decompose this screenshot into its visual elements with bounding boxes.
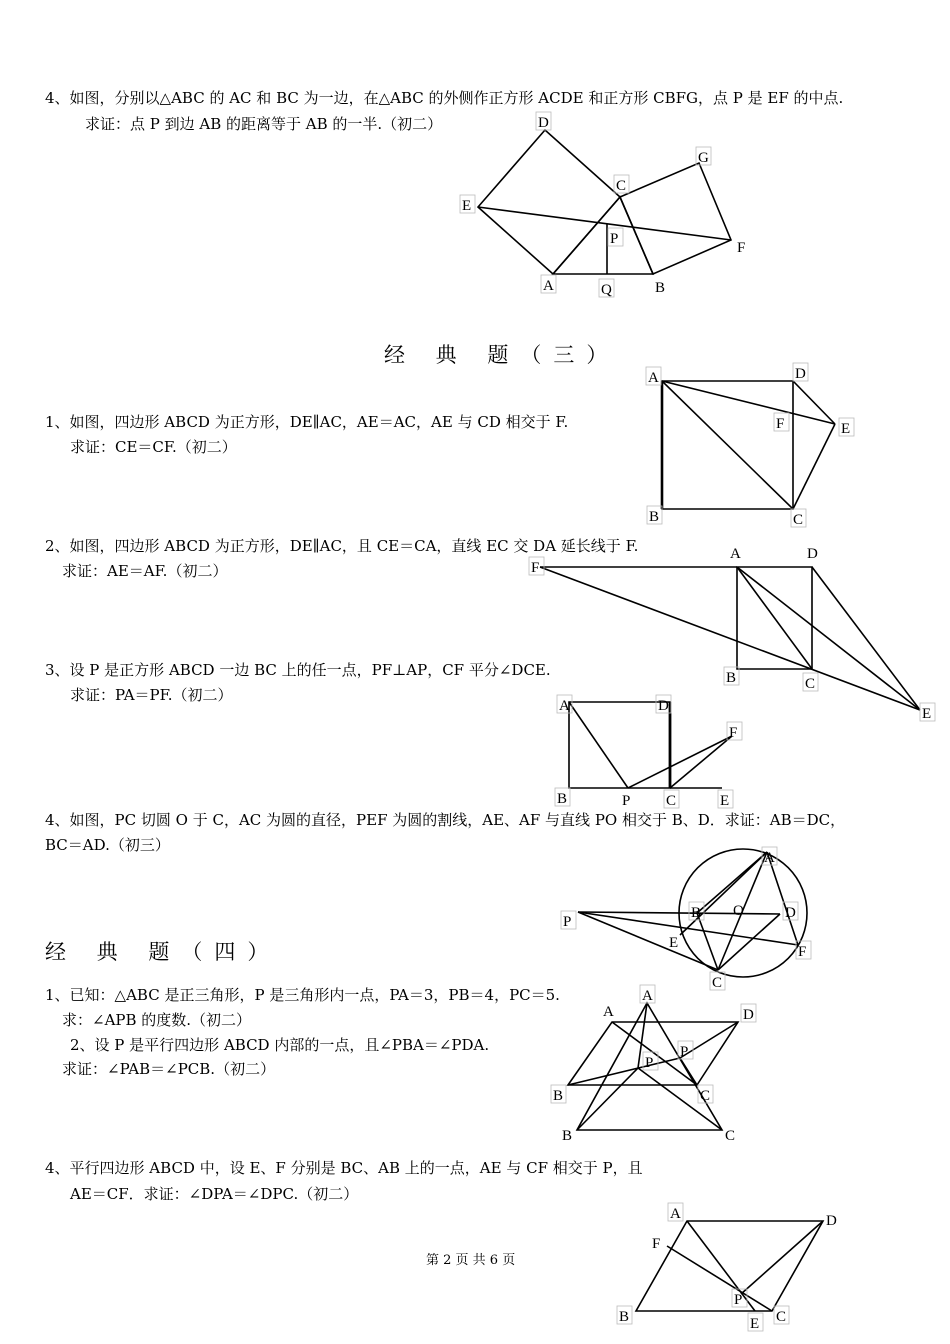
label-d: D bbox=[743, 1007, 754, 1023]
s4-p2-line-1: 2、设 P 是平行四边形 ABCD 内部的一点，且∠PBA＝∠PDA. bbox=[70, 1036, 490, 1054]
label-a: A bbox=[670, 1206, 681, 1222]
label-f: F bbox=[729, 725, 738, 741]
problem-4-line-1: 4、如图，分别以△ABC 的 AC 和 BC 为一边，在△ABC 的外侧作正方形 ACDE 和正方形 CBFG，点 P 是 EF 的中点. bbox=[45, 89, 844, 107]
s3-p4-line-1: 4、如图，PC 切圆 O 于 C，AC 为圆的直径，PEF 为圆的割线，AE、AF 与直线 PO 相交于 B、D．求证：AB＝DC， bbox=[45, 811, 846, 829]
label-d: D bbox=[785, 905, 796, 921]
s4-p1-line-1: 1、已知：△ABC 是正三角形，P 是三角形内一点，PA＝3，PB＝4，PC＝5. bbox=[45, 986, 560, 1004]
section-four-title: 经 典 题（四） bbox=[45, 940, 281, 964]
section-three-title: 经 典 题（三） bbox=[384, 343, 620, 367]
s3-p3-line-1: 3、设 P 是正方形 ABCD 一边 BC 上的任一点，PF⊥AP，CF 平分∠DCE. bbox=[45, 661, 551, 679]
label-a: A bbox=[648, 370, 659, 386]
label-e: E bbox=[750, 1316, 760, 1332]
s3-p2-line-1: 2、如图，四边形 ABCD 为正方形，DE∥AC，且 CE＝CA，直线 EC 交 DA 延长线于 F. bbox=[45, 537, 639, 555]
s4-p4-line-1: 4、平行四边形 ABCD 中，设 E、F 分别是 BC、AB 上的一点，AE 与 CF 相交于 P，且 bbox=[45, 1159, 643, 1177]
parallelogram-abcd bbox=[636, 1221, 823, 1311]
label-a-triangle: A bbox=[642, 988, 653, 1004]
label-a-parallelogram: A bbox=[603, 1004, 614, 1020]
label-c: C bbox=[616, 178, 627, 194]
s3-p2-line-2: 求证：AE＝AF.（初二） bbox=[62, 562, 228, 580]
problem-4-line-2: 求证：点 P 到边 AB 的距离等于 AB 的一半.（初二） bbox=[85, 115, 443, 133]
segment-cf bbox=[667, 1246, 772, 1311]
label-b: B bbox=[691, 905, 702, 921]
label-f: F bbox=[798, 944, 807, 960]
label-a: A bbox=[730, 546, 741, 562]
label-d: D bbox=[807, 546, 818, 562]
label-d: D bbox=[658, 698, 669, 714]
label-b-parallelogram: B bbox=[553, 1088, 564, 1104]
label-c: C bbox=[793, 512, 804, 528]
label-o: O bbox=[733, 903, 744, 919]
label-d: D bbox=[826, 1213, 837, 1229]
label-d: D bbox=[538, 115, 549, 131]
s3-p4-line-2: BC＝AD.（初三） bbox=[45, 836, 170, 854]
s4-p4-line-2: AE＝CF．求证：∠DPA＝∠DPC.（初二） bbox=[70, 1185, 359, 1203]
label-b: B bbox=[726, 670, 737, 686]
label-a: A bbox=[764, 850, 775, 866]
label-e: E bbox=[669, 935, 679, 951]
label-e: E bbox=[922, 706, 932, 722]
label-c: C bbox=[805, 676, 816, 692]
label-g: G bbox=[698, 150, 709, 166]
label-b: B bbox=[649, 509, 660, 525]
label-b-triangle: B bbox=[562, 1128, 573, 1144]
label-d: D bbox=[795, 366, 806, 382]
label-p-triangle: P bbox=[645, 1055, 654, 1071]
s3-p1-line-2: 求证：CE＝CF.（初二） bbox=[70, 438, 237, 456]
label-p-parallelogram: P bbox=[680, 1044, 689, 1060]
label-c-triangle: C bbox=[725, 1128, 736, 1144]
label-a: A bbox=[543, 278, 554, 294]
label-e: E bbox=[462, 198, 472, 214]
label-f: F bbox=[776, 416, 785, 432]
label-f: F bbox=[531, 560, 540, 576]
label-f: F bbox=[737, 240, 746, 256]
label-b: B bbox=[557, 791, 568, 807]
label-a: A bbox=[559, 698, 570, 714]
label-b: B bbox=[619, 1309, 630, 1325]
label-c: C bbox=[776, 1309, 787, 1325]
page-footer: 第 2 页 共 6 页 bbox=[426, 1253, 516, 1268]
label-c-parallelogram: C bbox=[700, 1088, 711, 1104]
label-p: P bbox=[734, 1292, 743, 1308]
label-c: C bbox=[666, 793, 677, 809]
label-f: F bbox=[652, 1236, 661, 1252]
label-e: E bbox=[841, 421, 851, 437]
label-c: C bbox=[712, 975, 723, 991]
label-p: P bbox=[610, 231, 619, 247]
label-b: B bbox=[655, 280, 666, 296]
label-q: Q bbox=[601, 282, 612, 298]
segment-dp bbox=[741, 1221, 823, 1294]
figure-7-labels bbox=[617, 1203, 837, 1332]
s4-p2-line-2: 求证：∠PAB＝∠PCB.（初二） bbox=[62, 1060, 276, 1078]
s4-p1-line-2: 求：∠APB 的度数.（初二） bbox=[62, 1011, 252, 1029]
label-p: P bbox=[563, 914, 572, 930]
segment-ae bbox=[687, 1221, 755, 1311]
label-p: P bbox=[622, 793, 631, 809]
s3-p1-line-1: 1、如图，四边形 ABCD 为正方形，DE∥AC，AE＝AC，AE 与 CD 相交于 F. bbox=[45, 413, 569, 431]
s3-p3-line-2: 求证：PA＝PF.（初二） bbox=[70, 686, 233, 704]
label-e: E bbox=[720, 793, 730, 809]
